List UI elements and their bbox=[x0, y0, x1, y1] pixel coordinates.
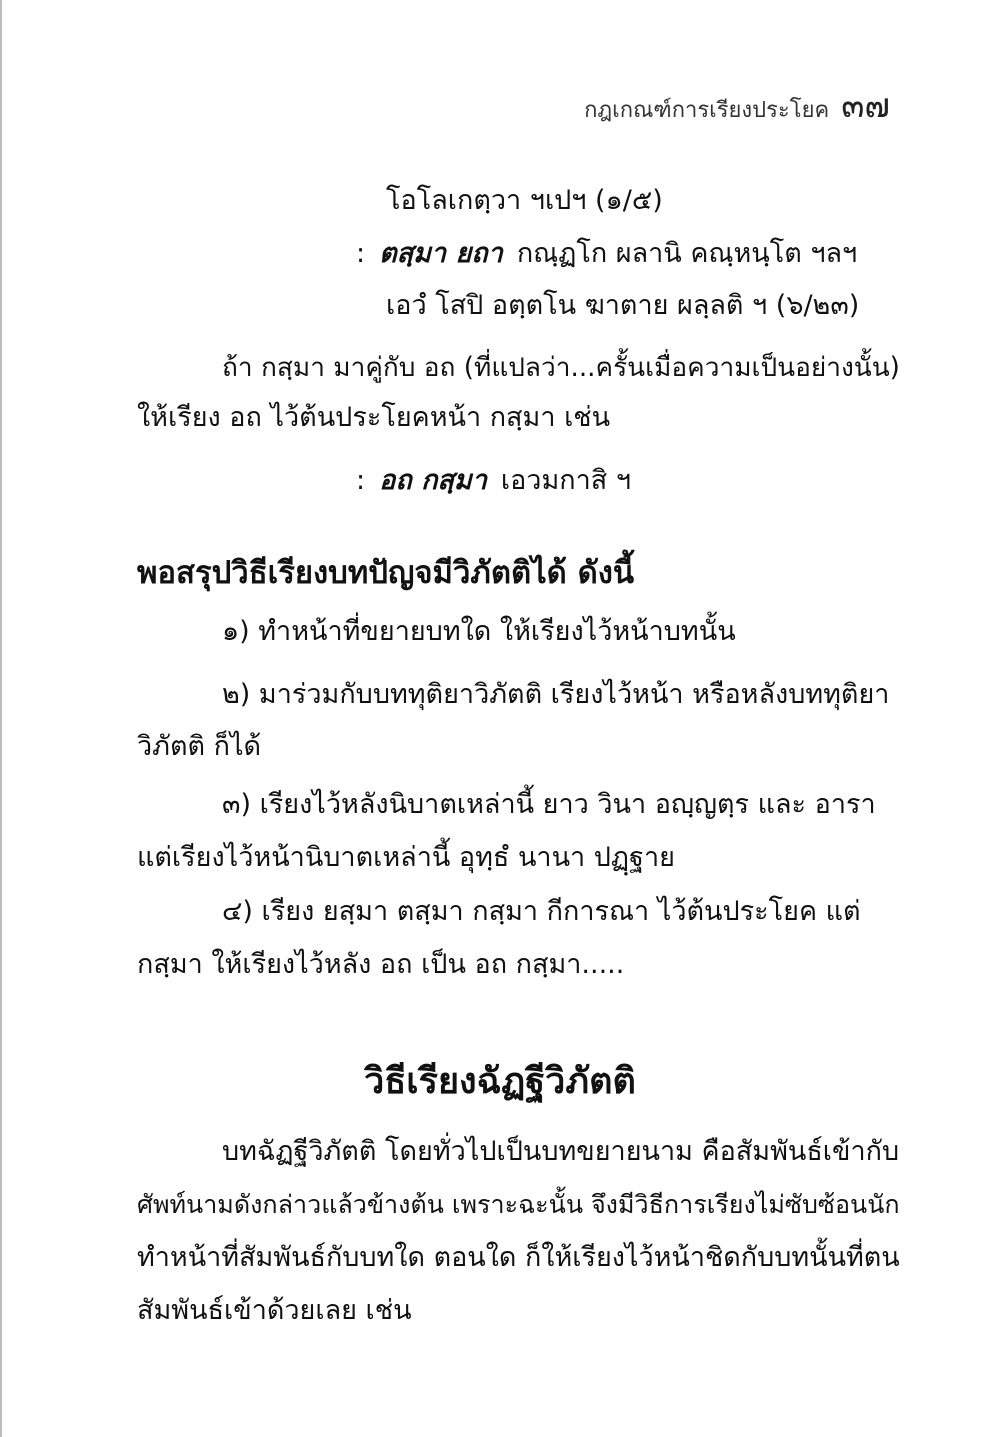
example-atha-colon: : bbox=[356, 465, 366, 496]
example-atha-text: เอวมกาสิ ฯ bbox=[500, 465, 631, 496]
running-header bbox=[584, 78, 890, 132]
summary-item-2-line-1: ๒) มาร่วมกับบททุติยาวิภัตติ เรียงไว้หน้า หรือหลังบททุติยา bbox=[222, 679, 890, 710]
header-title: กฎเกณฑ์การเรียงประโยค bbox=[584, 98, 830, 123]
example-line-2-text: กณฺฏโก ผลานิ คณฺหนฺโต ฯลฯ bbox=[516, 238, 858, 269]
section-line-1: บทฉัฏฐีวิภัตติ โดยทั่วไปเป็นบทขยายนาม คือสัมพันธ์เข้ากับ bbox=[222, 1136, 900, 1167]
example-atha bbox=[356, 463, 631, 499]
summary-item-3-line-2: แต่เรียงไว้หน้านิบาตเหล่านี้ อุทฺธํ นานา ปฏฺฐาย bbox=[137, 842, 675, 873]
section-line-3: ทำหน้าที่สัมพันธ์กับบทใด ตอนใด ก็ให้เรียงไว้หน้าชิดกับบทนั้นที่ตน bbox=[137, 1242, 900, 1273]
example-atha-bold: อถ กสฺมา bbox=[379, 465, 487, 496]
section-line-2: ศัพท์นามดังกล่าวแล้วข้างต้น เพราะฉะนั้น จึงมีวิธีการเรียงไม่ซับซ้อนนัก bbox=[137, 1190, 900, 1219]
summary-heading: พอสรุปวิธีเรียงบทปัญจมีวิภัตติได้ ดังนี้ bbox=[137, 555, 635, 591]
example-line-2 bbox=[356, 236, 857, 272]
para-kasma-line-2: ให้เรียง อถ ไว้ต้นประโยคหน้า กสฺมา เช่น bbox=[137, 402, 611, 433]
page-number: ๓๗ bbox=[841, 86, 890, 126]
summary-item-2-line-2: วิภัตติ ก็ได้ bbox=[137, 731, 262, 762]
example-line-3: เอวํ โสปิ อตฺตโน ฆาตาย ผลฺลติ ฯ (๖/๒๓) bbox=[386, 290, 860, 321]
summary-item-4-line-2: กสฺมา ให้เรียงไว้หลัง อถ เป็น อถ กสฺมา..... bbox=[137, 949, 625, 980]
summary-item-1: ๑) ทำหน้าที่ขยายบทใด ให้เรียงไว้หน้าบทนั้น bbox=[222, 616, 736, 647]
summary-item-4-line-1: ๔) เรียง ยสฺมา ตสฺมา กสฺมา กีการณา ไว้ต้นประโยค แต่ bbox=[222, 896, 861, 927]
page-edge bbox=[0, 0, 2, 1437]
section-heading: วิธีเรียงฉัฏฐีวิภัตติ bbox=[364, 1061, 636, 1102]
para-kasma-line-1: ถ้า กสฺมา มาคู่กับ อถ (ที่แปลว่า...ครั้นเมื่อความเป็นอย่างนั้น) bbox=[222, 353, 900, 383]
section-line-4: สัมพันธ์เข้าด้วยเลย เช่น bbox=[137, 1295, 412, 1326]
example-colon: : bbox=[356, 238, 366, 269]
example-bold-term: ตสฺมา ยถา bbox=[379, 238, 503, 269]
summary-item-3-line-1: ๓) เรียงไว้หลังนิบาตเหล่านี้ ยาว วินา อญฺญตฺร และ อารา bbox=[222, 789, 876, 820]
example-line-1: โอโลเกตฺวา ฯเปฯ (๑/๕) bbox=[386, 185, 663, 216]
